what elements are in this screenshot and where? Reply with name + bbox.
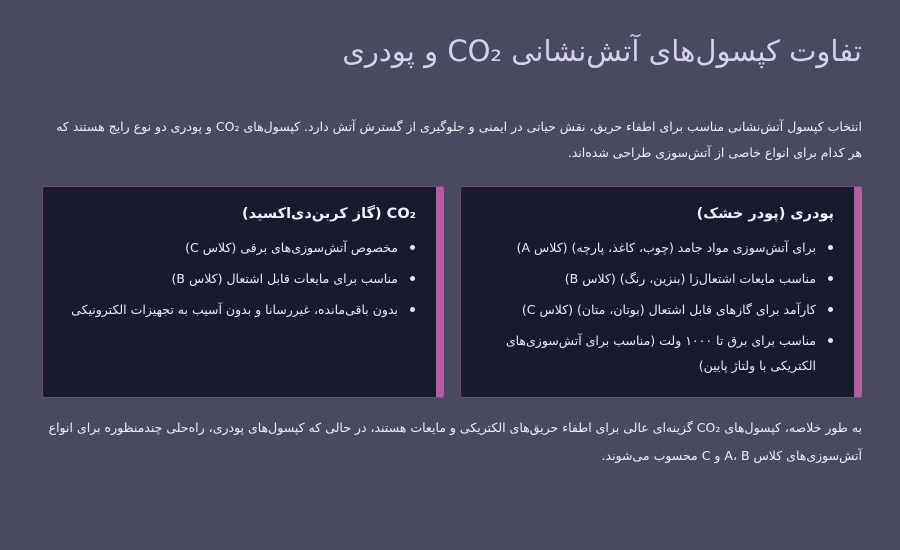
list-item: مناسب برای برق تا ۱۰۰۰ ولت (مناسب برای آتش‌سوزی‌های الکتریکی با ولتاژ پایین)	[477, 328, 816, 378]
powder-list	[477, 235, 834, 378]
list-item: برای آتش‌سوزی مواد جامد (چوب، کاغذ، پارچه) (کلاس A)	[477, 235, 816, 260]
list-item: کارآمد برای گازهای قابل اشتعال (بوتان، متان) (کلاس C)	[477, 297, 816, 322]
list-item: مناسب برای مایعات قابل اشتعال (کلاس B)	[59, 266, 398, 291]
co2-card	[42, 186, 444, 398]
page-title: تفاوت کپسول‌های آتش‌نشانی CO₂ و پودری	[342, 34, 862, 68]
list-item: مخصوص آتش‌سوزی‌های برقی (کلاس C)	[59, 235, 398, 260]
powder-card-heading: پودری (پودر خشک)	[696, 206, 834, 222]
intro-paragraph: انتخاب کپسول آتش‌نشانی مناسب برای اطفاء حریق، نقش حیاتی در ایمنی و جلوگیری از گسترش آتش دارد. کپسول‌های CO₂ و پودری دو نوع رایج هستند که هر کدام برای انواع خاصی از آتش‌سوزی طراحی شده‌اند.	[56, 119, 862, 160]
summary-paragraph: به طور خلاصه، کپسول‌های CO₂ گزینه‌ای عالی برای اطفاء حریق‌های الکتریکی و مایعات هستند، در حالی که کپسول‌های پودری، راه‌حلی چندمنظوره برای انواع آتش‌سوزی‌های کلاس A، B و C محسوب می‌شوند.	[48, 420, 862, 463]
co2-list	[59, 235, 416, 322]
list-item: بدون باقی‌مانده، غیررسانا و بدون آسیب به تجهیزات الکترونیکی	[59, 297, 398, 322]
comparison-cards	[42, 186, 862, 398]
co2-card-heading: CO₂ (گاز کربن‌دی‌اکسید)	[241, 206, 416, 222]
powder-card	[460, 186, 862, 398]
list-item: مناسب مایعات اشتعال‌زا (بنزین، رنگ) (کلاس B)	[477, 266, 816, 291]
